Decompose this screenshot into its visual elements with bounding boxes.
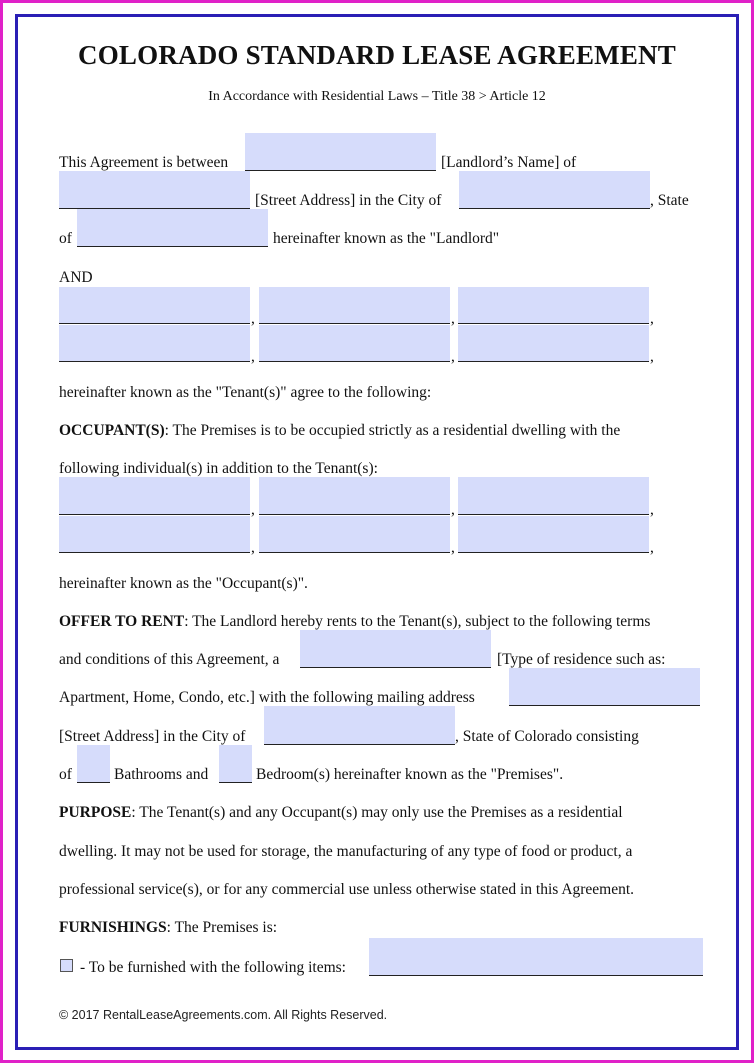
bathrooms-count-field[interactable] (77, 745, 110, 783)
furnishings-heading: FURNISHINGS (59, 919, 167, 936)
comma-separator: , (650, 348, 654, 365)
offer-text-line4-start: [Street Address] in the City of (59, 728, 246, 745)
comma-separator: , (251, 539, 255, 556)
occupants-heading: OCCUPANT(S) (59, 422, 165, 439)
landlord-name-field[interactable] (245, 133, 436, 171)
tenant-name-field-5[interactable] (259, 325, 450, 362)
offer-text-bedrooms: Bedroom(s) hereinafter known as the "Premises". (256, 766, 564, 783)
purpose-text-line1: : The Tenant(s) and any Occupant(s) may only use the Premises as a residential (131, 804, 623, 821)
residence-type-field[interactable] (300, 630, 491, 668)
offer-text-bathrooms: Bathrooms and (114, 766, 209, 783)
furnished-option-label: - To be furnished with the following items: (80, 959, 346, 976)
comma-separator: , (650, 310, 654, 327)
tenant-name-field-1[interactable] (59, 287, 250, 324)
offer-paragraph-line1 (59, 613, 650, 631)
document-title: COLORADO STANDARD LEASE AGREEMENT (78, 40, 676, 70)
comma-separator: , (451, 348, 455, 365)
offer-text-line2-end: [Type of residence such as: (497, 651, 666, 668)
purpose-heading: PURPOSE (59, 804, 132, 821)
occupant-name-field-4[interactable] (59, 516, 250, 553)
document-subtitle: In Accordance with Residential Laws – Title 38 > Article 12 (208, 89, 546, 104)
comma-separator: , (650, 539, 654, 556)
state-label: , State (650, 192, 689, 209)
furnished-items-field[interactable] (369, 938, 703, 976)
and-label: AND (59, 269, 93, 286)
occupants-text-line1: : The Premises is to be occupied strictly as a residential dwelling with the (164, 422, 621, 439)
occupant-name-field-6[interactable] (458, 516, 649, 553)
occupant-name-field-2[interactable] (259, 477, 450, 515)
purpose-paragraph-line1 (59, 804, 623, 822)
offer-text-line4-end: , State of Colorado consisting (455, 728, 639, 745)
landlord-state-field[interactable] (77, 209, 268, 247)
offer-heading: OFFER TO RENT (59, 613, 185, 630)
furnishings-paragraph-line1 (59, 919, 277, 937)
occupant-name-field-5[interactable] (259, 516, 450, 553)
comma-separator: , (251, 310, 255, 327)
occupants-known-as-text: hereinafter known as the "Occupant(s)". (59, 575, 308, 592)
tenant-known-as-text: hereinafter known as the "Tenant(s)" agree to the following: (59, 384, 432, 401)
furnished-checkbox[interactable] (60, 959, 73, 972)
mailing-address-field[interactable] (509, 668, 700, 706)
tenant-name-field-4[interactable] (59, 325, 250, 362)
landlord-name-label: [Landlord’s Name] of (441, 154, 577, 171)
tenant-name-field-2[interactable] (259, 287, 450, 324)
purpose-text-line3: professional service(s), or for any commercial use unless otherwise stated in this Agreement. (59, 881, 635, 898)
offer-text-line2-start: and conditions of this Agreement, a (59, 651, 280, 668)
of-label: of (59, 230, 72, 247)
street-address-city-label: [Street Address] in the City of (255, 192, 442, 209)
comma-separator: , (451, 501, 455, 518)
comma-separator: , (451, 310, 455, 327)
comma-separator: , (251, 501, 255, 518)
offer-text-line3: Apartment, Home, Condo, etc.] with the following mailing address (59, 689, 475, 706)
purpose-text-line2: dwelling. It may not be used for storage, the manufacturing of any type of food or product, a (59, 843, 633, 860)
landlord-city-field[interactable] (459, 171, 650, 209)
occupant-name-field-1[interactable] (59, 477, 250, 515)
premises-city-field[interactable] (264, 706, 455, 745)
comma-separator: , (650, 501, 654, 518)
comma-separator: , (251, 348, 255, 365)
occupants-paragraph-line1 (59, 422, 620, 440)
landlord-known-as-text: hereinafter known as the "Landlord" (273, 230, 500, 247)
offer-text-line5-of: of (59, 766, 72, 783)
tenant-name-field-6[interactable] (458, 325, 649, 362)
copyright-footer: © 2017 RentalLeaseAgreements.com. All Rights Reserved. (59, 1008, 388, 1022)
agreement-between-text: This Agreement is between (59, 154, 229, 171)
offer-text-line1: : The Landlord hereby rents to the Tenant(s), subject to the following terms (184, 613, 651, 630)
occupant-name-field-3[interactable] (458, 477, 649, 515)
bedrooms-count-field[interactable] (219, 745, 252, 783)
furnishings-text-line1: : The Premises is: (166, 919, 278, 936)
occupants-text-line2: following individual(s) in addition to the Tenant(s): (59, 460, 378, 477)
landlord-street-address-field[interactable] (59, 171, 250, 209)
comma-separator: , (451, 539, 455, 556)
tenant-name-field-3[interactable] (458, 287, 649, 324)
